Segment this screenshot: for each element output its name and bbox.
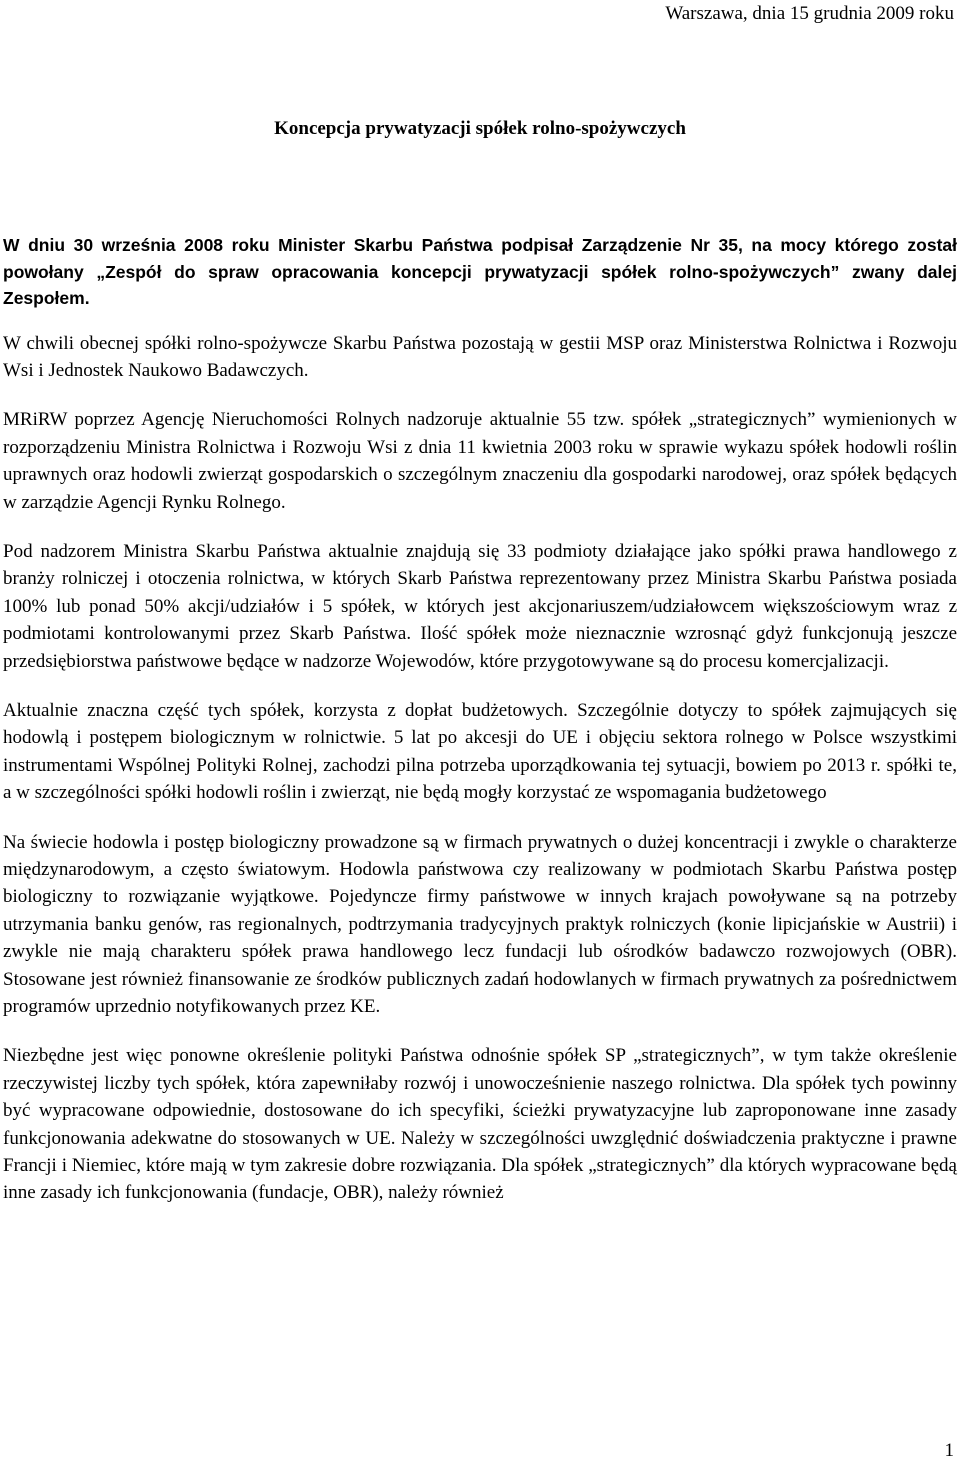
document-date: Warszawa, dnia 15 grudnia 2009 roku (665, 3, 954, 24)
body-paragraph: Pod nadzorem Ministra Skarbu Państwa aktualnie znajdują się 33 podmioty działające jako spółki prawa handlowego z branży rolniczej i otoczenia rolnictwa, w których Skarb Państwa reprezentowany przez Ministra Skarbu Państwa posiada 100% lub ponad 50% akcji/udziałów i 5 spółek, w których jest akcjonariuszem/udziałowcem większościowym wraz z podmiotami kontrolowanymi przez Skarb Państwa. Ilość spółek może nieznacznie wzrosnąć gdyż funkcjonują jeszcze przedsiębiorstwa państwowe będące w nadzorze Wojewodów, które przygotowywane są do procesu komercjalizacji. (3, 540, 957, 672)
page-number: 1 (944, 1440, 954, 1461)
body-paragraph: Aktualnie znaczna część tych spółek, korzysta z dopłat budżetowych. Szczególnie dotyczy to spółek zajmujących się hodowlą i postępem biologicznym w rolnictwie. 5 lat po akcesji do UE i objęciu sektora rolnego w Polsce wszystkimi instrumentami Wspólnej Polityki Rolnej, zachodzi pilna potrzeba uporządkowania tej sytuacji, bowiem po 2013 r. spółki te, a w szczególności spółki hodowli roślin i zwierząt, nie będą mogły korzystać ze wspomagania budżetowego (3, 699, 957, 804)
body-paragraph: MRiRW poprzez Agencję Nieruchomości Rolnych nadzoruje aktualnie 55 tzw. spółek „strategicznych” wymienionych w rozporządzeniu Ministra Rolnictwa i Rozwoju Wsi z dnia 11 kwietnia 2003 roku w sprawie wykazu spółek hodowli roślin uprawnych oraz hodowli zwierząt gospodarskich o szczególnym znaczeniu dla gospodarki narodowej, oraz spółek będących w zarządzie Agencji Rynku Rolnego. (3, 409, 957, 513)
intro-paragraph: W dniu 30 września 2008 roku Minister Skarbu Państwa podpisał Zarządzenie Nr 35, na mocy którego został powołany „Zespół do spraw opracowania koncepcji prywatyzacji spółek rolno-spożywczych” zwany dalej Zespołem. (3, 235, 957, 308)
document-body (3, 232, 957, 1207)
body-paragraph: Niezbędne jest więc ponowne określenie polityki Państwa odnośnie spółek SP „strategicznych”, w tym także określenie rzeczywistej liczby tych spółek, która zapewniłaby rozwój i unowocześnienie naszego rolnictwa. Dla spółek tych powinny być wypracowane odpowiednie, dostosowane do ich specyfiki, ścieżki prywatyzacyjne lub zaproponowane inne zasady funkcjonowania adekwatne do stosowanych w UE. Należy w szczególności uwzględnić doświadczenia praktyczne i prawne Francji i Niemiec, które mają w tym zakresie dobre rozwiązania. Dla spółek „strategicznych” dla których wypracowane będą inne zasady ich funkcjonowania (fundacje, OBR), należy również (3, 1045, 957, 1204)
document-title: Koncepcja prywatyzacji spółek rolno-spożywczych (274, 118, 686, 139)
body-paragraph: W chwili obecnej spółki rolno-spożywcze Skarbu Państwa pozostają w gestii MSP oraz Ministerstwa Rolnictwa i Rozwoju Wsi i Jednostek Naukowo Badawczych. (3, 332, 957, 381)
body-paragraph: Na świecie hodowla i postęp biologiczny prowadzone są w firmach prywatnych o dużej koncentracji i zwykle o charakterze międzynarodowym, a często światowym. Hodowla państwowa czy realizowany w podmiotach Skarbu Państwa postęp biologiczny to rozwiązanie wyjątkowe. Pojedyncze firmy państwowe w innych krajach powoływane są na potrzeby utrzymania banku genów, ras regionalnych, podtrzymania tradycyjnych praktyk rolniczych (konie lipicjańskie w Austrii) i zwykle nie mają charakteru spółek prawa handlowego lecz fundacji lub ośrodków badawczo rozwojowych (OBR). Stosowane jest również finansowanie ze środków publicznych zadań hodowlanych w firmach prywatnych za pośrednictwem programów uprzednio notyfikowanych przez KE. (3, 831, 957, 1018)
